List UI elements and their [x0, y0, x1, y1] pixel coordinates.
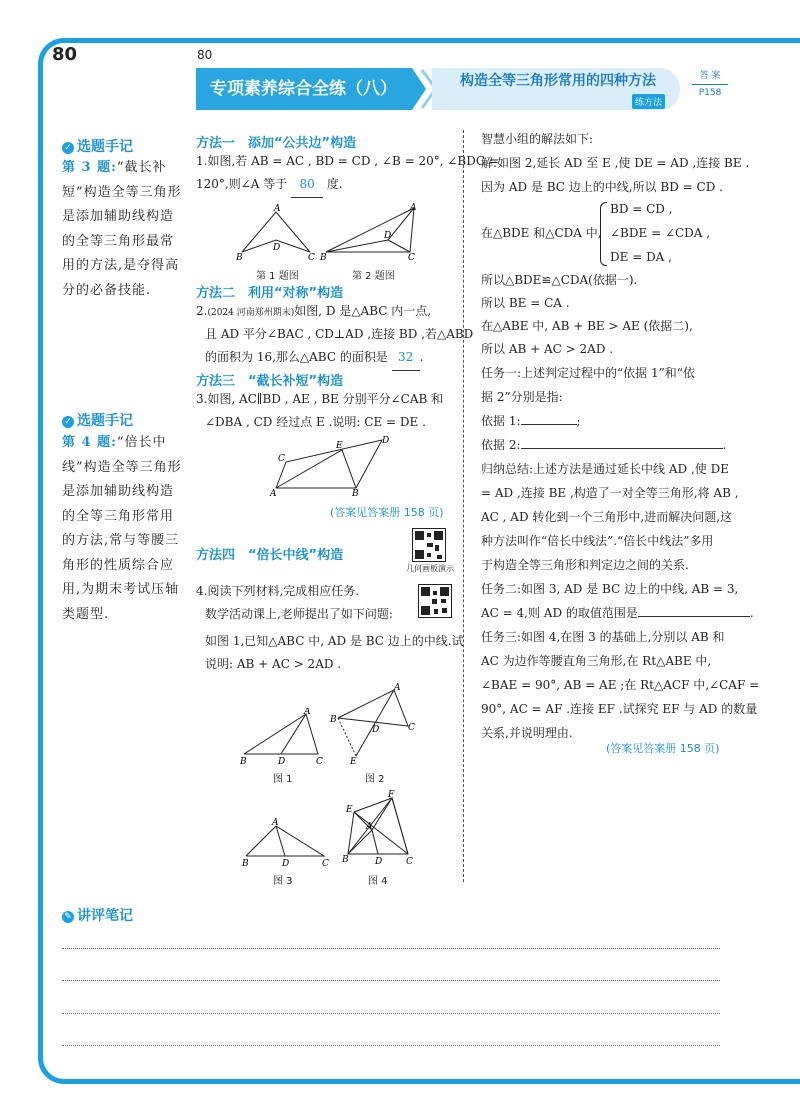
svg-text:B: B: [242, 859, 249, 868]
q1-line-a: 1.如图,若 AB = AC , BD = CD , ∠B = 20°, ∠BDC =: [196, 154, 499, 168]
section-banner: 专项素养综合全练（八）: [196, 68, 412, 110]
svg-text:B: B: [330, 715, 337, 725]
method-2-heading: 方法二 利用“对称”构造: [196, 286, 344, 301]
q3-line-a: 3.如图, AC∥BD , AE , BE 分别平分∠CAB 和: [196, 392, 444, 406]
svg-text:E: E: [350, 757, 357, 767]
svg-text:D: D: [372, 725, 380, 735]
method-4-heading: 方法四 “倍长中线”构造: [196, 548, 344, 563]
svg-text:B: B: [240, 757, 247, 766]
system-brace: [600, 202, 607, 266]
right-line: = AD ,连接 BE ,构造了一对全等三角形,将 AB ,: [481, 486, 739, 500]
svg-text:D: D: [282, 859, 290, 868]
svg-text:E: E: [336, 441, 343, 451]
note-body-2: 第 4 题:“倍长中线”构造全等三角形是添加辅助线构造的全等三角形常用的方法,常与等腰三角形的性质综合应用,为期末考试压轴类题型.: [62, 435, 182, 622]
right-line: 在△ABE 中, AB + BE > AE (依据二),: [481, 319, 693, 333]
svg-text:A: A: [410, 203, 417, 213]
q4-line-c: 如图 1,已知△ABC 中, AD 是 BC 边上的中线.试: [205, 634, 464, 648]
figure-1: [236, 204, 320, 262]
note-title-2: ✓ 选题手记: [62, 410, 133, 430]
svg-text:A: A: [394, 683, 401, 693]
right-line: 据 2”分别是指:: [481, 390, 563, 404]
column-divider: [463, 130, 464, 882]
figure-4-3-caption: 图 3: [273, 876, 293, 887]
figure-4-3: [240, 814, 336, 868]
note-icon: ✓: [62, 416, 74, 428]
right-line: 任务三:如图 4,在图 3 的基础上,分别以 AB 和: [481, 630, 725, 644]
svg-text:B: B: [236, 253, 243, 262]
q4-line-b: 数学活动课上,老师提出了如下问题:: [205, 607, 393, 621]
svg-text:A: A: [270, 489, 277, 499]
right-line: 所以△BDE≌△CDA(依据一).: [481, 273, 638, 287]
svg-text:C: C: [322, 859, 329, 868]
system-eq-3: DE = DA ,: [610, 250, 672, 264]
right-line: 解:如图 2,延长 AD 至 E ,使 DE = AD ,连接 BE .: [481, 156, 750, 170]
figure-1-caption: 第 1 题图: [256, 271, 299, 282]
svg-text:A: A: [274, 204, 281, 214]
note-line[interactable]: [62, 1013, 720, 1014]
svg-text:E: E: [346, 805, 353, 815]
system-eq-2: ∠BDE = ∠CDA ,: [610, 226, 711, 240]
method-tag: 练方法: [632, 94, 665, 109]
basis-2-line: 依据 2: .: [481, 438, 727, 452]
system-intro: 在△BDE 和△CDA 中,: [481, 226, 602, 240]
answer-label: 答 案: [699, 71, 721, 81]
right-line: 90°, AC = AF .连接 EF .试探究 EF 与 AD 的数量: [481, 702, 758, 716]
svg-text:B: B: [320, 253, 327, 262]
right-line: ∠BAE = 90°, AB = AE ;在 Rt△ACF 中,∠CAF =: [481, 678, 760, 692]
q2-line-d: 的面积为 16,那么△ABC 的面积是 32 .: [205, 346, 424, 371]
right-line: AC 为边作等腰直角三角形,在 Rt△ABE 中,: [481, 654, 712, 668]
figure-3: [266, 434, 396, 500]
subtitle: 构造全等三角形常用的四种方法: [460, 73, 656, 89]
qr-code-icon: [412, 528, 446, 562]
qr-caption: 几何画板演示: [406, 564, 454, 573]
qr-code-icon: [418, 584, 452, 618]
figure-2: [316, 202, 424, 262]
right-line: 任务二:如图 3, AD 是 BC 边上的中线, AB = 3,: [481, 582, 739, 596]
right-line: 于构造全等三角形和判定边之间的关系.: [481, 558, 689, 572]
page-number-small: 80: [197, 48, 213, 62]
figure-4-1-caption: 图 1: [273, 774, 293, 785]
right-line: 所以 AB + AC > 2AD .: [481, 342, 614, 356]
method-3-heading: 方法三 “截长补短”构造: [196, 374, 344, 389]
answer-page: P158: [698, 88, 722, 98]
svg-text:C: C: [406, 857, 413, 867]
review-notes-title: ✎ 讲评笔记: [62, 905, 133, 925]
right-line: 所以 BE = CA .: [481, 296, 570, 310]
svg-text:D: D: [278, 757, 286, 766]
q1-line-b: 120°,则∠A 等于 80 度.: [196, 173, 343, 198]
figure-4-2: [328, 682, 420, 768]
q2-source: (2024 河南郑州期末): [207, 308, 295, 318]
note-title-1: ✓ 选题手记: [62, 136, 133, 156]
svg-text:C: C: [308, 253, 315, 262]
svg-text:C: C: [408, 253, 415, 262]
svg-text:A: A: [366, 822, 373, 832]
svg-text:A: A: [304, 708, 311, 717]
q1-answer: 80: [291, 173, 323, 198]
svg-text:C: C: [408, 723, 415, 733]
pen-icon: ✎: [62, 911, 74, 923]
right-line: 因为 AD 是 BC 边上的中线,所以 BD = CD .: [481, 180, 723, 194]
basis-1-line: 依据 1: ;: [481, 414, 581, 428]
q2-answer: 32: [392, 346, 420, 371]
q2-line-c: 且 AD 平分∠BAC , CD⊥AD ,连接 BD ,若△ABD: [205, 327, 474, 341]
svg-text:D: D: [375, 857, 383, 867]
svg-text:C: C: [316, 757, 323, 766]
right-line: 智慧小组的解法如下:: [481, 132, 594, 146]
method-1-heading: 方法一 添加“公共边”构造: [196, 136, 357, 151]
svg-text:C: C: [278, 454, 285, 464]
q4-line-a: 4.阅读下列材料,完成相应任务.: [196, 584, 360, 598]
right-line: AC , AD 转化到一个三角形中,进而解决问题,这: [481, 510, 733, 524]
svg-text:D: D: [384, 231, 392, 241]
figure-4-4-caption: 图 4: [368, 876, 388, 887]
svg-text:B: B: [342, 855, 349, 865]
figure-4-2-caption: 图 2: [365, 774, 385, 785]
right-line: 关系,并说明理由.: [481, 726, 573, 740]
system-eq-1: BD = CD ,: [610, 202, 673, 216]
answer-box: [692, 68, 728, 101]
right-line: 种方法叫作“倍长中线法”.“倍长中线法”多用: [481, 534, 714, 548]
right-line: 归纳总结:上述方法是通过延长中线 AD ,使 DE: [481, 462, 729, 476]
figure-4-1: [238, 708, 328, 766]
svg-text:B: B: [352, 489, 359, 499]
svg-text:A: A: [272, 818, 279, 828]
q3-line-b: ∠DBA , CD 经过点 E .说明: CE = DE .: [205, 415, 426, 429]
note-line[interactable]: [62, 1045, 720, 1046]
figure-2-caption: 第 2 题图: [352, 271, 395, 282]
note-line[interactable]: [62, 948, 720, 949]
note-body-1: 第 3 题:“截长补短”构造全等三角形是添加辅助线构造的全等三角形最常用的方法,是夺得高分的必备技能.: [62, 160, 182, 298]
svg-text:D: D: [382, 436, 390, 446]
answer-ref-1: (答案见答案册 158 页): [330, 506, 444, 519]
page-number: 80: [52, 44, 78, 65]
figure-4-4: [340, 790, 424, 870]
right-line: 任务一:上述判定过程中的“依据 1”和“依: [481, 366, 695, 380]
task-2-range-line: AC = 4,则 AD 的取值范围是 .: [481, 606, 754, 620]
answer-ref-2: (答案见答案册 158 页): [606, 742, 720, 755]
svg-text:D: D: [273, 243, 281, 253]
q2-line-a: 2.(2024 河南郑州期末)如图, D 是△ABC 内一点,: [196, 304, 432, 318]
note-icon: ✓: [62, 142, 74, 154]
svg-text:F: F: [388, 790, 395, 800]
q4-line-d: 说明: AB + AC > 2AD .: [205, 657, 342, 671]
note-line[interactable]: [62, 980, 720, 981]
